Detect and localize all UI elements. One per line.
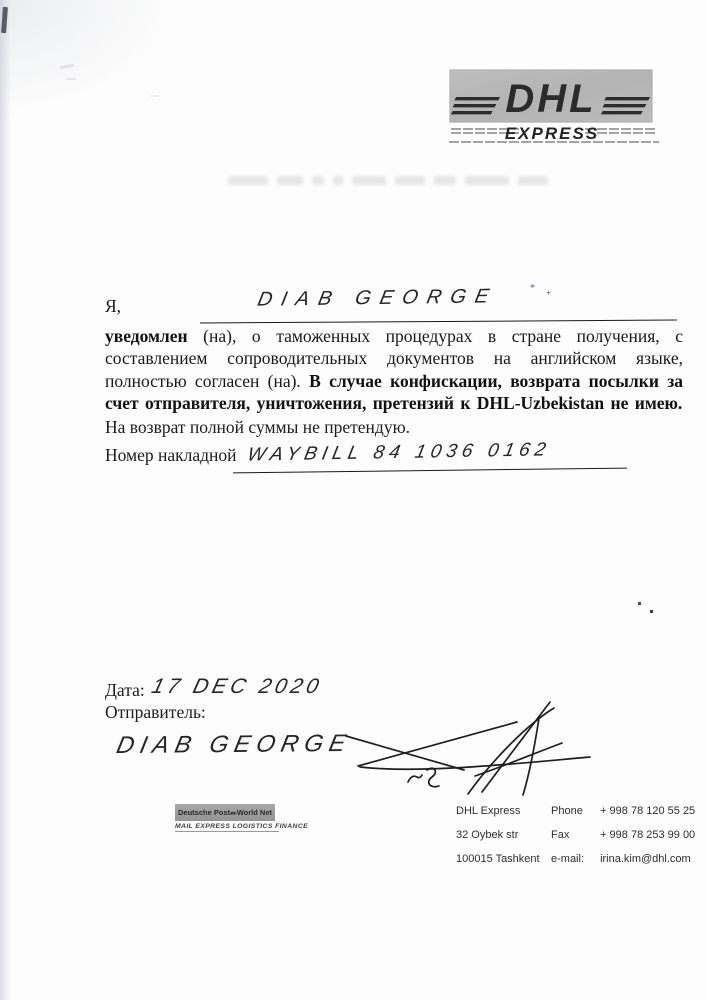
date-entry-handwriting: 17 DEC 2020 bbox=[149, 675, 326, 698]
world-net-label: World Net bbox=[236, 808, 272, 817]
waybill-entry-handwriting: WAYBILL 84 1036 0162 bbox=[245, 439, 553, 466]
deutsche-post-logo bbox=[175, 804, 309, 832]
deutsche-post-bar bbox=[175, 804, 275, 821]
posthorn-icon bbox=[230, 808, 237, 818]
deutsche-post-label: Deutsche Post bbox=[178, 808, 231, 817]
email-value: irina.kim@dhl.com bbox=[600, 853, 691, 865]
deutsche-post-tagline: MAIL EXPRESS LOGISTICS FINANCE bbox=[175, 823, 309, 830]
faint-mark bbox=[150, 95, 158, 97]
intro-label: Я, bbox=[105, 296, 122, 316]
faint-mark bbox=[66, 78, 76, 80]
name-entry-handwriting: DIAB GEORGE bbox=[255, 285, 500, 311]
dhl-express-text: EXPRESS bbox=[504, 124, 600, 143]
footer-phone-row bbox=[551, 806, 695, 817]
name-entry-underline bbox=[200, 320, 677, 324]
scan-corner-shade bbox=[0, 0, 180, 120]
footer-street: 32 Oybek str bbox=[456, 829, 519, 841]
ink-speck: + bbox=[546, 288, 552, 298]
footer-city: 100015 Tashkent bbox=[456, 853, 540, 865]
paragraph-body: (на), о таможенных процедурах в стране получения, с составлением сопроводительных документов на английском языке, полностью согласен (на). bbox=[105, 326, 683, 391]
sender-label: Отправитель: bbox=[105, 702, 206, 722]
waybill-label: Номер накладной bbox=[105, 445, 237, 465]
sender-name-handwriting: DIAB GEORGE bbox=[114, 729, 355, 760]
footer-address-block bbox=[456, 806, 540, 878]
phone-value: + 998 78 120 55 25 bbox=[600, 805, 696, 817]
fax-value: + 998 78 253 99 00 bbox=[600, 829, 696, 841]
dhl-logo bbox=[449, 69, 659, 149]
date-label: Дата: bbox=[105, 680, 145, 700]
waybill-entry-underline bbox=[233, 468, 627, 474]
phone-label: Phone bbox=[551, 805, 583, 817]
ink-speck: * bbox=[530, 283, 535, 294]
fax-label: Fax bbox=[551, 829, 570, 841]
footer-fax-row bbox=[551, 830, 695, 841]
refund-statement: На возврат полной суммы не претендую. bbox=[105, 417, 411, 437]
declaration-paragraph bbox=[105, 325, 683, 415]
ink-speck bbox=[638, 602, 641, 605]
paragraph-bold-lead: уведомлен bbox=[105, 326, 188, 346]
dhl-logo-text: DHL bbox=[505, 77, 597, 121]
footer-company: DHL Express bbox=[456, 805, 521, 817]
scan-left-edge-shadow bbox=[0, 0, 11, 1000]
ghost-smudge bbox=[228, 172, 620, 188]
email-label: e-mail: bbox=[551, 853, 585, 865]
footer-contacts-block bbox=[551, 806, 695, 878]
paragraph-bold-tail: В случае конфискации, возврата посылки за счет отправителя, уничтожения, претензий к DHL-Uzbekistan не имею. bbox=[105, 370, 683, 414]
ink-speck bbox=[650, 610, 653, 613]
footer-email-row bbox=[551, 854, 695, 865]
signature-scribble bbox=[342, 696, 592, 806]
